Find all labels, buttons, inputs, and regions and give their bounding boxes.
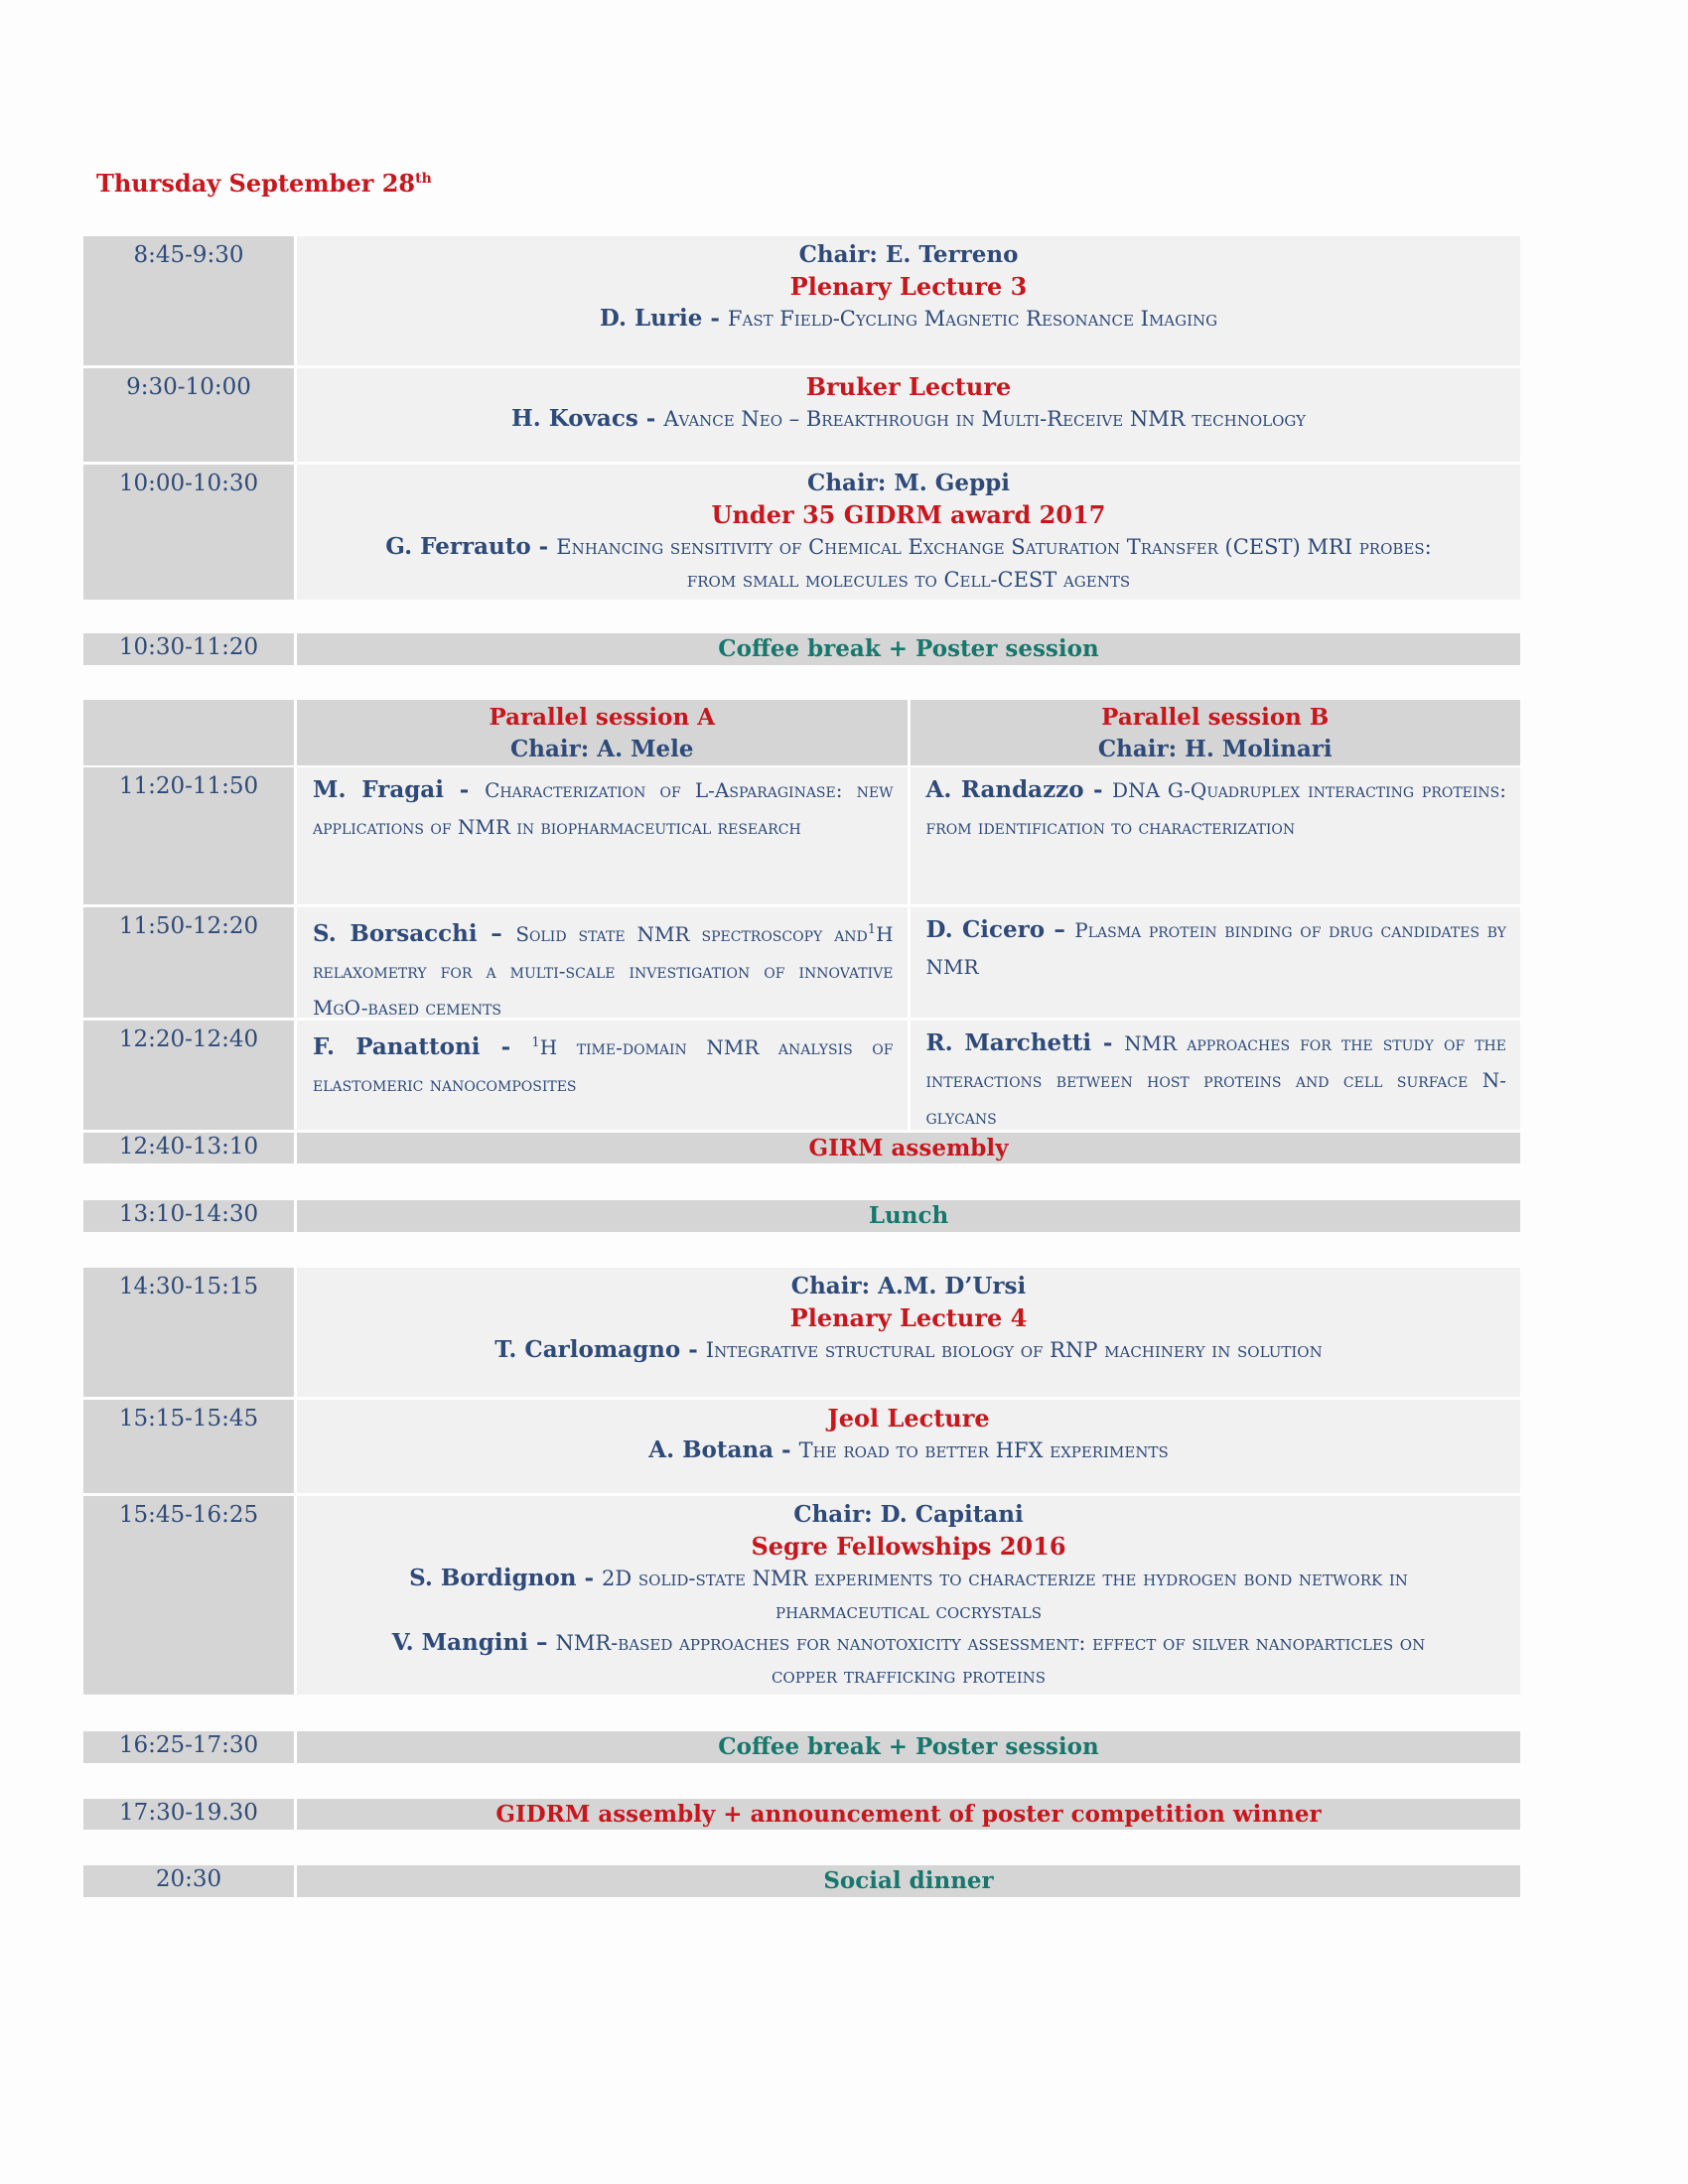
parallel-b-header: Parallel session B Chair: H. Molinari (911, 700, 1521, 765)
session-content (297, 1268, 1520, 1397)
parallel-a-header: Parallel session A Chair: A. Mele (297, 700, 911, 765)
time-cell: 11:50-12:20 (83, 907, 297, 1018)
talk-title: Characterization of L-Asparaginase: new applications of NMR in biopharmaceutical research (313, 778, 894, 839)
talk-title: Integrative structural biology of RNP machinery in solution (705, 1338, 1323, 1362)
speaker-name: R. Marchetti (925, 1029, 1092, 1056)
talk: H. Kovacs - Avance Neo – Breakthrough in Multi-Receive NMR technology (510, 405, 1307, 432)
session-chair: Chair: D. Capitani (793, 1501, 1024, 1528)
talk-title: Enhancing sensitivity of Chemical Exchange Saturation Transfer (CEST) MRI probes: (556, 535, 1432, 559)
talk-title: NMR approaches for the study of the interactions between host proteins and cell surface N-glycans (925, 1031, 1506, 1129)
session-row (83, 465, 1520, 600)
break-label: Social dinner (297, 1865, 1520, 1897)
speaker-name: V. Mangini (391, 1629, 528, 1656)
break-row (83, 1133, 1520, 1163)
talk: D. Lurie - Fast Field-Cycling Magnetic Resonance Imaging (599, 305, 1218, 332)
speaker-name: M. Fragai (313, 776, 444, 803)
session-chair: Chair: A.M. D’Ursi (790, 1273, 1027, 1299)
parallel-b-talk: D. Cicero – Plasma protein binding of drug candidates by NMR (911, 907, 1521, 1018)
talk-title-continued: copper trafficking proteins (771, 1664, 1047, 1688)
session-chair: Chair: M. Geppi (807, 470, 1010, 496)
break-label: Coffee break + Poster session (297, 1731, 1520, 1763)
session-row (83, 1268, 1520, 1397)
time-cell-empty (83, 700, 297, 765)
break-row (83, 1799, 1520, 1830)
talk: G. Ferrauto - Enhancing sensitivity of Chemical Exchange Saturation Transfer (CEST) MRI probes: (385, 533, 1432, 560)
speaker-name: F. Panattoni (313, 1033, 481, 1060)
parallel-row (83, 907, 1520, 1018)
session-content (297, 1496, 1520, 1695)
speaker-name: S. Bordignon (409, 1565, 577, 1591)
time-cell: 12:40-13:10 (83, 1133, 297, 1163)
parallel-header-row (83, 700, 1520, 765)
time-cell: 16:25-17:30 (83, 1731, 297, 1763)
time-cell: 14:30-15:15 (83, 1268, 297, 1397)
session-content (297, 368, 1520, 462)
speaker-name: S. Borsacchi (313, 920, 478, 947)
parallel-a-talk: S. Borsacchi – Solid state NMR spectroscopy and$^1$H relaxometry for a multi-scale investigation of innovative MgO-based cements (297, 907, 911, 1018)
speaker-name: T. Carlomagno (494, 1336, 681, 1363)
speaker-name: H. Kovacs (510, 405, 638, 432)
parallel-a-talk: F. Panattoni - $^1$H time-domain NMR analysis of elastomeric nanocomposites (297, 1021, 911, 1130)
speaker-name: A. Randazzo (925, 776, 1084, 803)
talk-title: The road to better HFX experiments (798, 1438, 1169, 1462)
parallel-b-talk: R. Marchetti - NMR approaches for the study of the interactions between host proteins and cell surface N-glycans (911, 1021, 1521, 1130)
time-cell: 17:30-19.30 (83, 1799, 297, 1830)
talk: S. Bordignon - 2D solid-state NMR experiments to characterize the hydrogen bond network in (409, 1565, 1408, 1591)
session-row (83, 1400, 1520, 1493)
time-cell: 13:10-14:30 (83, 1200, 297, 1232)
talk-title-continued: pharmaceutical cocrystals (775, 1599, 1042, 1623)
break-row (83, 1200, 1520, 1232)
talk-title: Fast Field-Cycling Magnetic Resonance Imaging (727, 307, 1218, 331)
time-cell: 11:20-11:50 (83, 767, 297, 904)
session-label: Bruker Lecture (805, 372, 1012, 401)
break-label: GIRM assembly (297, 1133, 1520, 1163)
session-row (83, 236, 1520, 365)
talk: T. Carlomagno - Integrative structural biology of RNP machinery in solution (494, 1336, 1323, 1363)
speaker-name: A. Botana (648, 1436, 774, 1463)
break-label: GIDRM assembly + announcement of poster competition winner (297, 1799, 1520, 1830)
time-cell: 10:30-11:20 (83, 633, 297, 665)
parallel-a-talk: M. Fragai - Characterization of L-Asparaginase: new applications of NMR in biopharmaceutical research (297, 767, 911, 904)
talk: V. Mangini – NMR-based approaches for nanotoxicity assessment: effect of silver nanoparticles on (391, 1629, 1426, 1656)
session-content (297, 236, 1520, 365)
talk-title: H time-domain NMR analysis of elastomeric nanocomposites (313, 1035, 894, 1096)
parallel-b-talk: A. Randazzo - DNA G-Quadruplex interacting proteins: from identification to characterization (911, 767, 1521, 904)
parallel-row (83, 1021, 1520, 1130)
session-row (83, 1496, 1520, 1695)
talk-title: Solid state NMR spectroscopy and (515, 922, 868, 946)
time-cell: 15:45-16:25 (83, 1496, 297, 1695)
talk-title: NMR-based approaches for nanotoxicity assessment: effect of silver nanoparticles on (555, 1631, 1426, 1655)
break-row (83, 633, 1520, 665)
session-chair: Chair: E. Terreno (798, 241, 1019, 268)
session-label: Under 35 GIDRM award 2017 (711, 500, 1106, 529)
speaker-name: D. Cicero (925, 916, 1046, 943)
session-row (83, 368, 1520, 462)
break-row (83, 1865, 1520, 1897)
talk-title: 2D solid-state NMR experiments to characterize the hydrogen bond network in (602, 1567, 1408, 1590)
session-content (297, 465, 1520, 600)
talk-title: Plasma protein binding of drug candidates by NMR (925, 918, 1507, 979)
break-row (83, 1731, 1520, 1763)
time-cell: 9:30-10:00 (83, 368, 297, 462)
talk: A. Botana - The road to better HFX experiments (648, 1436, 1169, 1463)
break-label: Coffee break + Poster session (297, 633, 1520, 665)
time-cell: 8:45-9:30 (83, 236, 297, 365)
time-cell: 12:20-12:40 (83, 1021, 297, 1130)
time-cell: 10:00-10:30 (83, 465, 297, 600)
session-content (297, 1400, 1520, 1493)
break-label: Lunch (297, 1200, 1520, 1232)
session-label: Segre Fellowships 2016 (751, 1532, 1066, 1561)
speaker-name: D. Lurie (599, 305, 703, 332)
time-cell: 15:15-15:45 (83, 1400, 297, 1493)
talk-title: Avance Neo – Breakthrough in Multi-Receive NMR technology (663, 407, 1307, 431)
session-label: Jeol Lecture (827, 1404, 990, 1433)
talk-title: DNA G-Quadruplex interacting proteins: from identification to characterization (925, 778, 1507, 839)
day-title: Thursday September 28th (96, 169, 432, 198)
talk-title-continued: from small molecules to Cell-CEST agents (686, 568, 1131, 592)
time-cell: 20:30 (83, 1865, 297, 1897)
parallel-row (83, 767, 1520, 904)
speaker-name: G. Ferrauto (385, 533, 531, 560)
session-label: Plenary Lecture 4 (789, 1303, 1028, 1332)
session-label: Plenary Lecture 3 (789, 272, 1028, 301)
